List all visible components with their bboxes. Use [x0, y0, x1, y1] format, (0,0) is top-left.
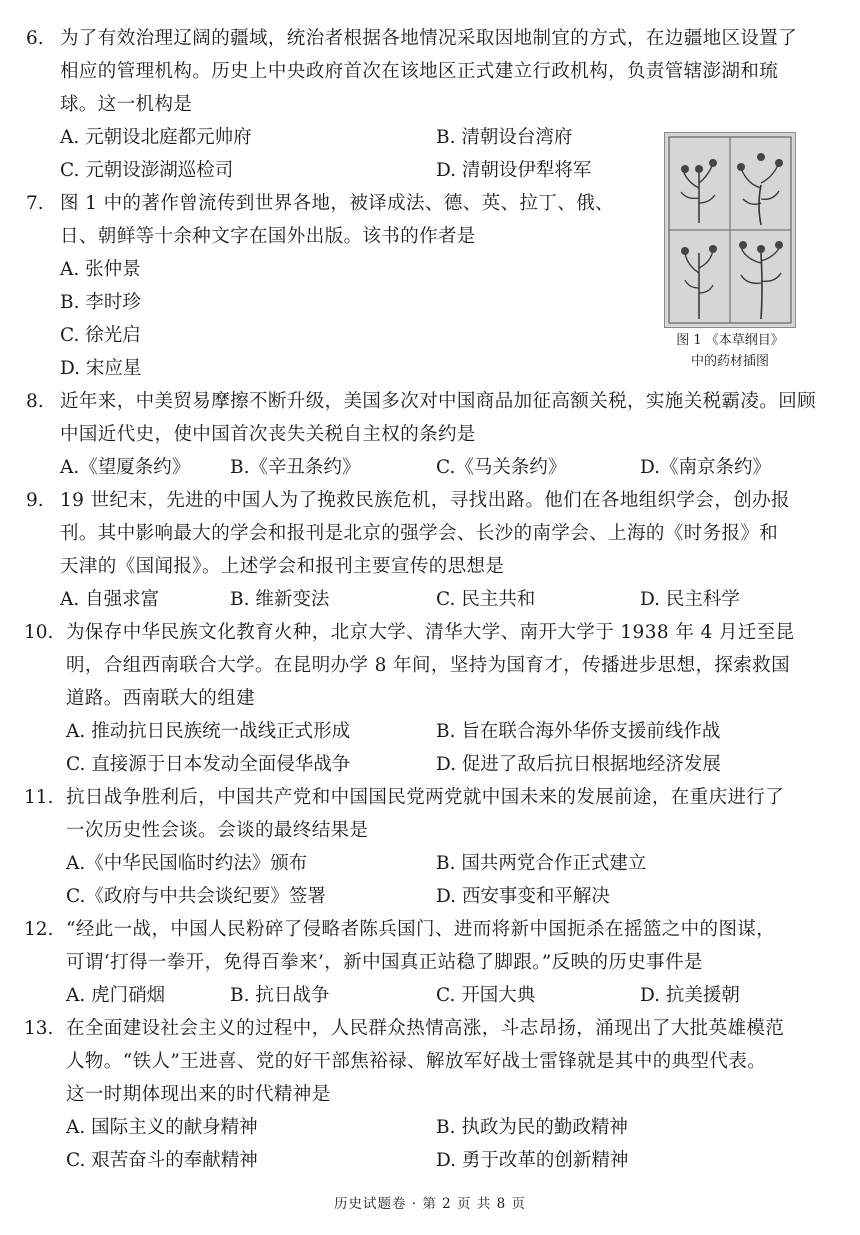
question-7-option-b[interactable]: B. 李时珍: [60, 292, 141, 313]
question-12-text-line-1: “经此一战，中国人民粉碎了侵略者陈兵国门、进而将新中国扼杀在摇篮之中的图谋，: [66, 919, 776, 940]
question-7-option-c[interactable]: C. 徐光启: [60, 325, 141, 346]
question-8-text-line-2: 中国近代史，使中国首次丧失关税自主权的条约是: [60, 424, 476, 445]
question-11-text-line-1: 抗日战争胜利后，中国共产党和中国国民党两党就中国未来的发展前途，在重庆进行了: [66, 787, 785, 808]
figure-1-caption: [660, 330, 800, 372]
page-footer: 历史试题卷 · 第 2 页 共 8 页: [333, 1196, 526, 1212]
question-12-option-a[interactable]: A. 虎门硝烟: [66, 985, 166, 1006]
question-8-option-d[interactable]: D.《南京条约》: [640, 457, 772, 478]
question-8-option-b[interactable]: B.《辛丑条约》: [230, 457, 361, 478]
question-10-text-line-1: 为保存中华民族文化教育火种，北京大学、清华大学、南开大学于 1938 年 4 月迁至昆: [66, 622, 795, 643]
question-12-option-c[interactable]: C. 开国大典: [436, 985, 536, 1006]
question-6-option-d[interactable]: D. 清朝设伊犁将军: [436, 160, 592, 181]
question-8-option-c[interactable]: C.《马关条约》: [436, 457, 567, 478]
question-12-number: 12.: [24, 919, 54, 940]
question-7-option-a[interactable]: A. 张仲景: [60, 259, 141, 280]
figure-caption-line-1: 图 1 《本草纲目》: [676, 333, 784, 348]
question-10-option-a[interactable]: A. 推动抗日民族统一战线正式形成: [66, 721, 351, 742]
question-11-option-b[interactable]: B. 国共两党合作正式建立: [436, 853, 647, 874]
question-9-option-a[interactable]: A. 自强求富: [60, 589, 160, 610]
question-13-option-b[interactable]: B. 执政为民的勤政精神: [436, 1117, 628, 1138]
question-8-number: 8.: [26, 391, 44, 412]
question-10-option-b[interactable]: B. 旨在联合海外华侨支援前线作战: [436, 721, 721, 742]
question-6-text-line-1: 为了有效治理辽阔的疆域，统治者根据各地情况采取因地制宜的方式，在边疆地区设置了: [60, 28, 798, 49]
question-7-option-d[interactable]: D. 宋应星: [60, 358, 142, 379]
question-11-option-a[interactable]: A.《中华民国临时约法》颁布: [66, 853, 308, 874]
question-9-text-line-1: 19 世纪末，先进的中国人为了挽救民族危机，寻找出路。他们在各地组织学会，创办报: [60, 490, 790, 511]
question-13-option-d[interactable]: D. 勇于改革的创新精神: [436, 1150, 629, 1171]
herb-illustration-image: [665, 133, 795, 327]
question-11-text-line-2: 一次历史性会谈。会谈的最终结果是: [66, 820, 369, 841]
question-6-number: 6.: [26, 28, 44, 49]
question-11-option-c[interactable]: C.《政府与中共会谈纪要》签署: [66, 886, 326, 907]
question-9-text-line-3: 天津的《国闻报》。上述学会和报刊主要宣传的思想是: [60, 556, 505, 577]
question-7-number: 7.: [26, 193, 44, 214]
question-6-option-a[interactable]: A. 元朝设北庭都元帅府: [60, 127, 252, 148]
question-8-option-a[interactable]: A.《望厦条约》: [60, 457, 191, 478]
question-12-option-d[interactable]: D. 抗美援朝: [640, 985, 740, 1006]
question-6-text-line-3: 球。这一机构是: [60, 94, 193, 115]
question-10-option-d[interactable]: D. 促进了敌后抗日根据地经济发展: [436, 754, 721, 775]
question-13-option-c[interactable]: C. 艰苦奋斗的奉献精神: [66, 1150, 258, 1171]
question-7-text-line-2: 日、朝鲜等十余种文字在国外出版。该书的作者是: [60, 226, 476, 247]
question-9-text-line-2: 刊。其中影响最大的学会和报刊是北京的强学会、长沙的南学会、上海的《时务报》和: [60, 523, 779, 544]
question-13-option-a[interactable]: A. 国际主义的献身精神: [66, 1117, 258, 1138]
question-9-option-c[interactable]: C. 民主共和: [436, 589, 536, 610]
question-11-number: 11.: [24, 787, 54, 808]
question-13-text-line-1: 在全面建设社会主义的过程中，人民群众热情高涨，斗志昂扬，涌现出了大批英雄模范: [66, 1018, 785, 1039]
question-10-text-line-2: 明，合组西南联合大学。在昆明办学 8 年间，坚持为国育才，传播进步思想，探索救国: [66, 655, 791, 676]
question-13-number: 13.: [24, 1018, 54, 1039]
question-13-text-line-3: 这一时期体现出来的时代精神是: [66, 1084, 331, 1105]
question-6-text-line-2: 相应的管理机构。历史上中央政府首次在该地区正式建立行政机构，负责管辖澎湖和琉: [60, 61, 779, 82]
question-9-option-d[interactable]: D. 民主科学: [640, 589, 740, 610]
question-13-text-line-2: 人物。“铁人”王进喜、党的好干部焦裕禄、解放军好战士雷锋就是其中的典型代表。: [66, 1051, 767, 1072]
question-7-text-line-1: 图 1 中的著作曾流传到世界各地，被译成法、德、英、拉丁、俄、: [60, 193, 614, 214]
question-9-number: 9.: [26, 490, 44, 511]
question-12-option-b[interactable]: B. 抗日战争: [230, 985, 330, 1006]
question-10-option-c[interactable]: C. 直接源于日本发动全面侵华战争: [66, 754, 351, 775]
question-10-number: 10.: [24, 622, 54, 643]
figure-caption-line-2: 中的药材插图: [690, 354, 769, 369]
question-6-option-c[interactable]: C. 元朝设澎湖巡检司: [60, 160, 234, 181]
question-8-text-line-1: 近年来，中美贸易摩擦不断升级，美国多次对中国商品加征高额关税，实施关税霸凌。回顾: [60, 391, 817, 412]
question-9-option-b[interactable]: B. 维新变法: [230, 589, 330, 610]
question-11-option-d[interactable]: D. 西安事变和平解决: [436, 886, 610, 907]
question-12-text-line-2: 可谓‘打得一拳开，免得百拳来’，新中国真正站稳了脚跟。”反映的历史事件是: [66, 952, 703, 973]
figure-1-herb-illustration: [664, 132, 796, 328]
question-6-option-b[interactable]: B. 清朝设台湾府: [436, 127, 573, 148]
question-10-text-line-3: 道路。西南联大的组建: [66, 688, 256, 709]
